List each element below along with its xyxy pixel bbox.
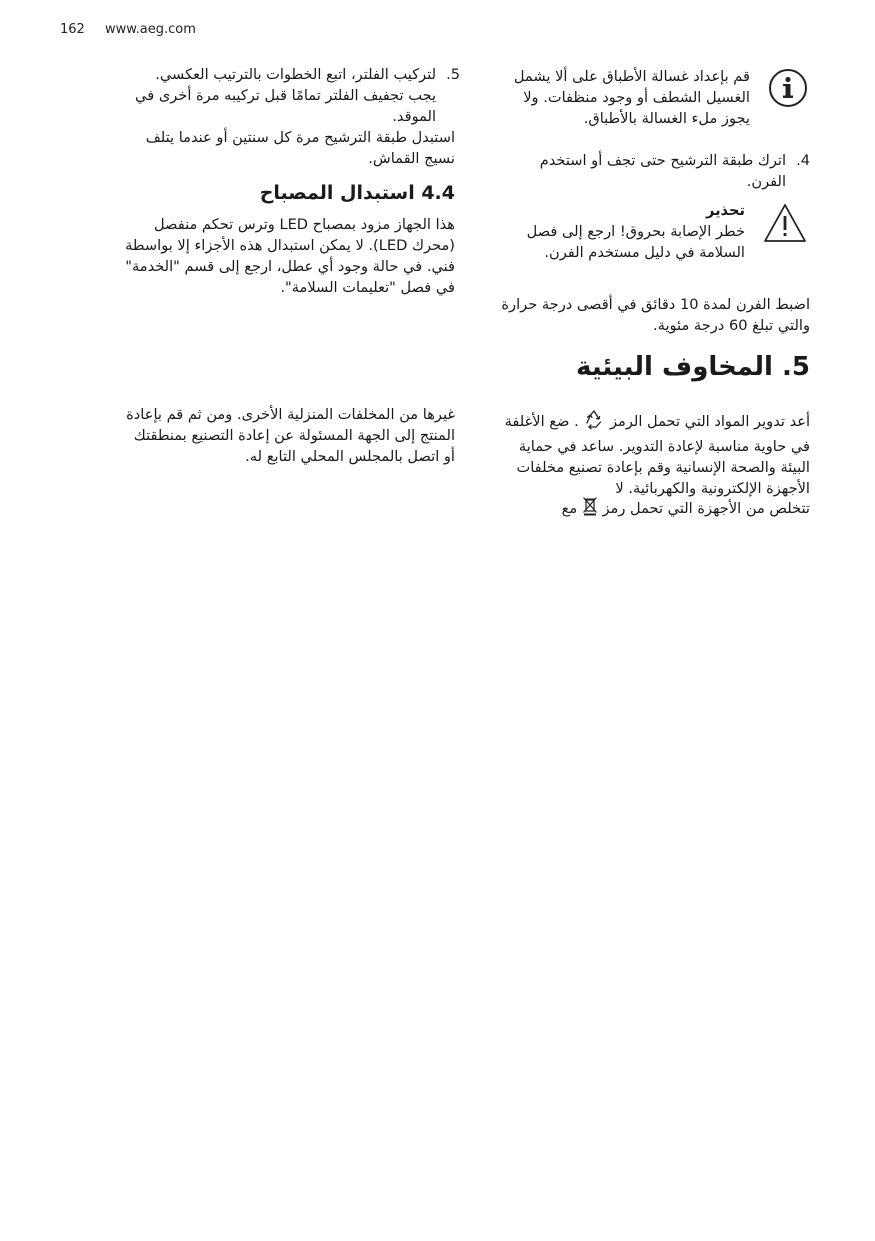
warning-block [520,200,745,263]
page-header [60,22,196,37]
step-4-number: 4. [796,152,810,169]
dispose-text-b: مع [561,500,578,517]
step-5-text: لتركيب الفلتر، اتبع الخطوات بالترتيب العكسي. يجب تجفيف الفلتر تمامًا قبل تركيبه مرة أخرى في الموقد. [135,66,437,125]
step-4 [500,150,810,192]
oven-instruction: اضبط الفرن لمدة 10 دقائق في أقصى درجة حرارة والتي تبلغ 60 درجة مئوية. [501,296,810,334]
warning-text: خطر الإصابة بحروق! ارجع إلى فصل السلامة في دليل مستخدم الفرن. [526,223,745,261]
page-number: 162 [60,22,85,37]
dispose-text-a: تتخلص من الأجهزة التي تحمل رمز [602,500,810,517]
website-url[interactable]: www.aeg.com [104,22,196,37]
info-icon [768,68,808,108]
lamp-heading: 4.4 استبدال المصباح [259,182,455,204]
step-5 [125,64,460,127]
info-note: قم بإعداد غسالة الأطباق على ألا يشمل الغسيل الشطف أو وجود منظفات. ولا يجوز ملء الغسالة بالأطباق. [513,68,750,127]
recycle-text-b: . ضع الأغلفة في حاوية مناسبة لإعادة التدوير. ساعد في حماية البيئة والصحة الإنسانية وقم بإعادة تصنيع مخلفات الأجهزة الإلكترونية والكهربائية. لا [504,413,810,497]
recycle-icon [583,408,605,436]
warning-title: تحذير [706,202,745,219]
step-4-text: اترك طبقة الترشيح حتى تجف أو استخدم الفرن. [539,152,787,190]
environment-paragraph-1 [490,408,810,499]
recycle-text-a: أعد تدوير المواد التي تحمل الرمز [610,413,810,430]
replace-filter-text: استبدل طبقة الترشيح مرة كل سنتين أو عندما يتلف نسيج القماش. [145,129,455,167]
warning-triangle-icon [763,203,807,243]
environment-paragraph-left: غيرها من المخلفات المنزلية الأخرى. ومن ثم قم بإعادة المنتج إلى الجهة المسئولة عن إعادة التصنيع بمنطقتك أو اتصل بالمجلس المحلي التابع له. [126,406,455,465]
crossed-bin-icon [582,496,598,522]
lamp-text: هذا الجهاز مزود بمصباح LED وترس تحكم منفصل (محرك LED). لا يمكن استبدال هذه الأجزاء إلا بواسطة فني. في حالة وجود أي عطل، ارجع إلى قسم "الخدمة" في فصل "تعليمات السلامة". [125,216,455,296]
environment-paragraph-2 [500,496,810,522]
environment-heading: 5. المخاوف البيئية [576,352,810,382]
step-5-number: 5. [446,66,460,83]
